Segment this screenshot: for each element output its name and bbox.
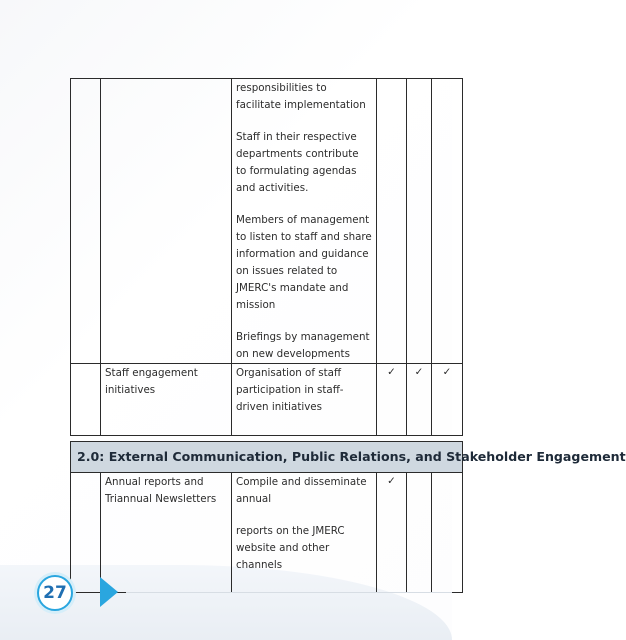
- table-cell-activity: [101, 79, 232, 364]
- action-text: reports on the JMERC website and other channels: [236, 525, 345, 571]
- table-cell-index: [71, 79, 101, 364]
- action-text: Staff in their respective departments contribute to formulating agendas and activities.: [236, 131, 359, 194]
- check-cell: [407, 79, 432, 364]
- action-text: Organisation of staff participation in staff-driven initiatives: [236, 367, 344, 413]
- section-header: 2.0: External Communication, Public Relations, and Stakeholder Engagement: [71, 442, 463, 473]
- check-cell: [407, 473, 432, 593]
- table-cell-index: [71, 473, 101, 593]
- check-cell: [432, 79, 463, 364]
- check-cell: [377, 79, 407, 364]
- action-text: Compile and disseminate annual: [236, 476, 367, 505]
- arrow-right-icon: [100, 577, 118, 607]
- check-cell: ✓: [377, 364, 407, 436]
- action-text: responsibilities to facilitate implementation: [236, 82, 366, 111]
- check-cell: ✓: [432, 364, 463, 436]
- footer-divider: [126, 592, 452, 593]
- page-number: 27: [37, 575, 73, 611]
- section-header-row: [71, 442, 463, 473]
- activity-table: [70, 78, 626, 593]
- table-row: [71, 79, 463, 364]
- table-row: [71, 364, 463, 436]
- table-cell-actions: [232, 473, 377, 593]
- table-cell-actions: [232, 79, 377, 364]
- table-cell-activity: [101, 364, 232, 436]
- check-cell: ✓: [377, 473, 407, 593]
- table-cell-actions: [232, 364, 377, 436]
- table-row: [71, 473, 463, 593]
- table-cell-activity: [101, 473, 232, 593]
- activity-text: Annual reports and Triannual Newsletters: [105, 476, 217, 505]
- check-cell: [432, 473, 463, 593]
- activity-text: [101, 79, 231, 81]
- action-text: Members of management to listen to staff and share information and guidance on issues related to JMERC's mandate and mission: [236, 214, 372, 311]
- activity-text: Staff engagement initiatives: [105, 367, 198, 396]
- table-cell-index: [71, 364, 101, 436]
- action-text: Briefings by management on new developments: [236, 331, 370, 360]
- check-cell: ✓: [407, 364, 432, 436]
